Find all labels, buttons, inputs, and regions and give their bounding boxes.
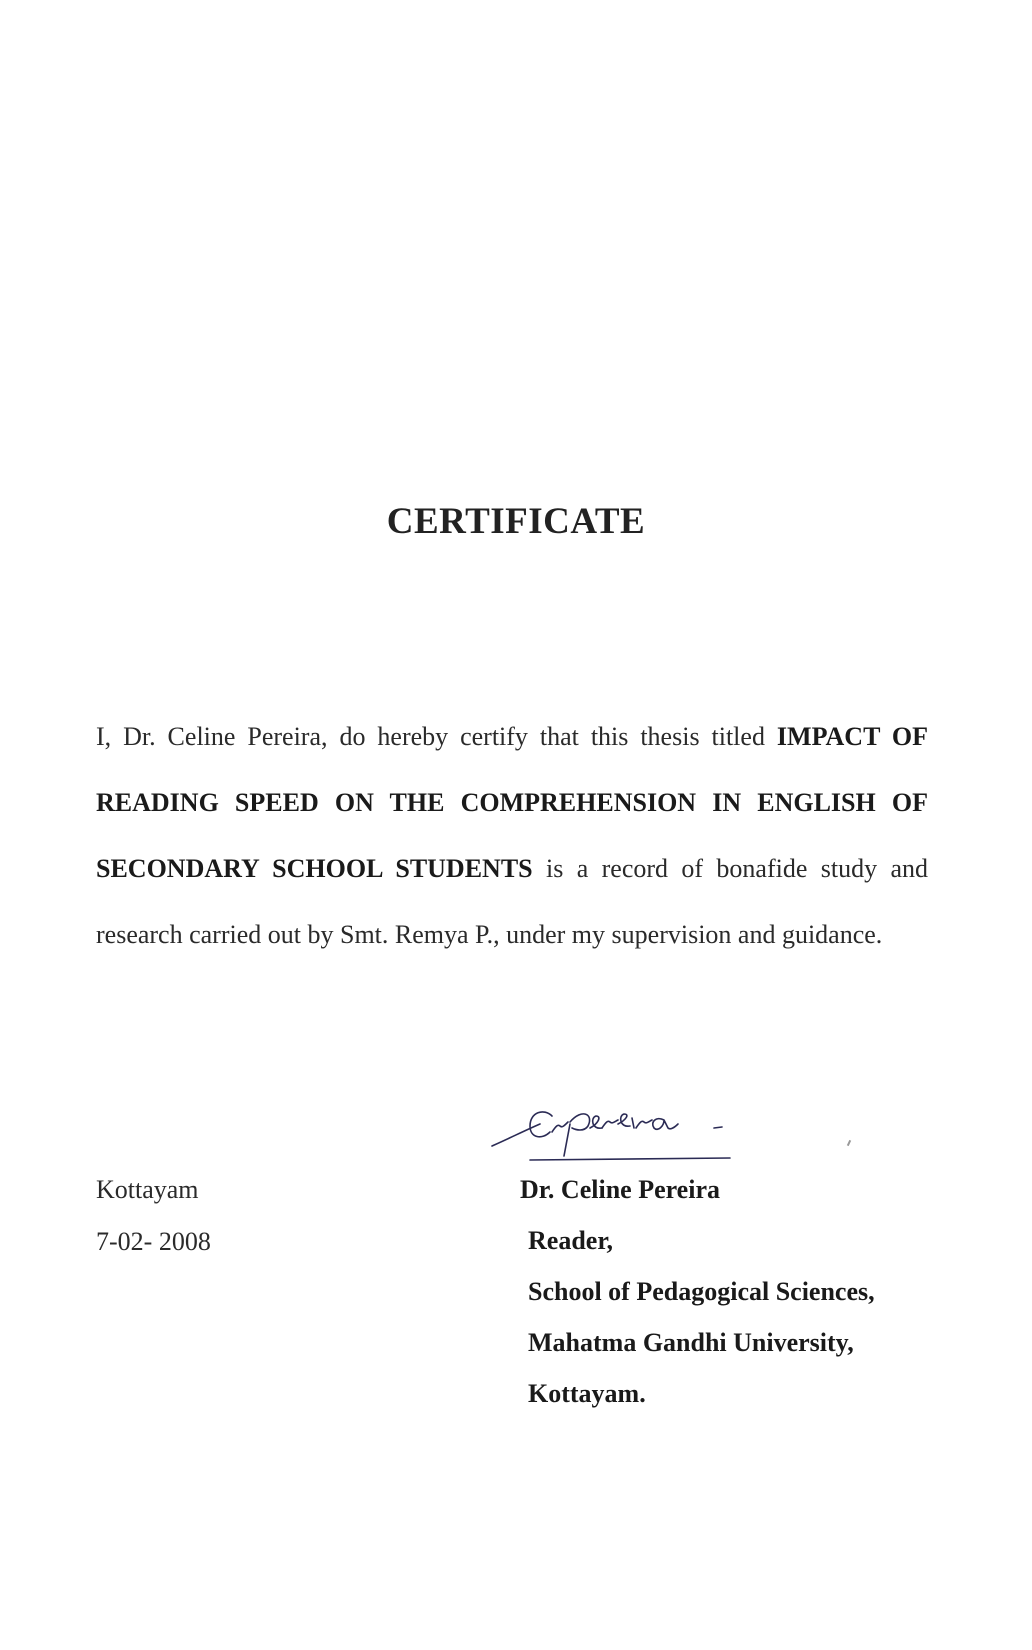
- paragraph-intro: I, Dr. Celine Pereira, do hereby certify that this thesis titled: [96, 722, 777, 751]
- signatory-department: School of Pedagogical Sciences,: [528, 1277, 875, 1306]
- handwritten-signature: [490, 1090, 760, 1170]
- signatory-city: Kottayam.: [528, 1379, 646, 1408]
- place-date-block: [96, 1164, 211, 1268]
- certificate-title: CERTIFICATE: [386, 501, 646, 542]
- signatory-designation: Reader,: [528, 1226, 613, 1255]
- certificate-paragraph: [96, 704, 928, 968]
- date: 7-02- 2008: [96, 1227, 211, 1256]
- signatory-block: [520, 1164, 875, 1419]
- signatory-name: Dr. Celine Pereira: [520, 1175, 720, 1204]
- thesis-title: IMPACT OF READING SPEED ON THE COMPREHENSION IN ENGLISH OF SECONDARY SCHOOL STUDENTS: [96, 722, 928, 883]
- place: Kottayam: [96, 1175, 199, 1204]
- paragraph-rest: is a record of bonafide study and research carried out by Smt. Remya P., under my supervision and guidance.: [96, 854, 928, 949]
- signatory-university: Mahatma Gandhi University,: [528, 1328, 854, 1357]
- paper-speck: [847, 1140, 851, 1146]
